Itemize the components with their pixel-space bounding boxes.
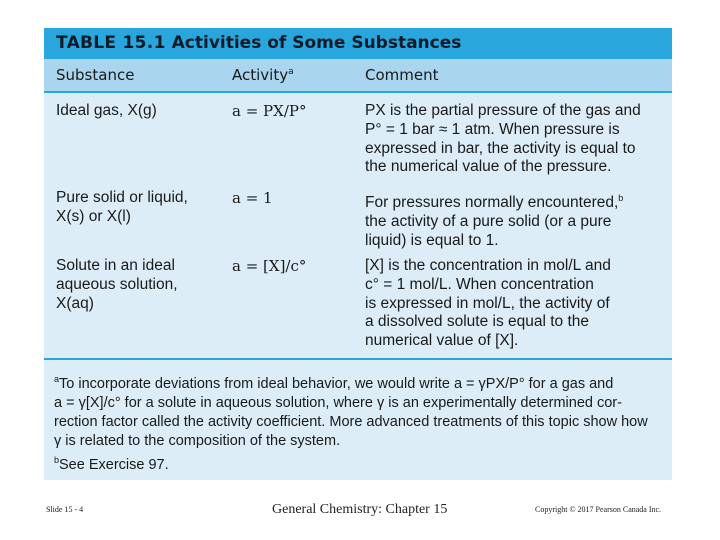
table-row-1-substance: Ideal gas, X(g) [56, 102, 157, 119]
table-number: TABLE 15.1 [56, 33, 166, 53]
table-row-2-substance: Pure solid or liquid, X(s) or X(l) [56, 189, 188, 225]
table-row-1-activity: a = PX/P° [232, 102, 307, 120]
table-header-row [44, 59, 672, 91]
table-row-2-activity: a = 1 [232, 189, 273, 207]
footnote-b-ref: b [618, 193, 624, 203]
footnote-a-line-2: a = γ[X]/c° for a solute in aqueous solution, where γ is an experimentally determined cor- [54, 395, 622, 411]
footnote-a-line-4: γ is related to the composition of the system. [54, 433, 341, 449]
table-row-2-comment: For pressures normally encountered,$^b$ the activity of a pure solid (or a pure liquid) is equal to 1. [365, 193, 624, 249]
table-title-text: Activities of Some Substances [171, 33, 462, 53]
header-comment: Comment [365, 66, 439, 84]
table-row-1-comment: PX is the partial pressure of the gas and P° = 1 bar ≈ 1 atm. When pressure is expressed in bar, the activity is equal to the numerical value of the pressure. [365, 102, 641, 176]
table-footnotes [54, 370, 648, 475]
footnote-b: $^b$See Exercise 97. [54, 455, 169, 473]
footnote-divider [44, 358, 672, 360]
table-title-bar [44, 28, 672, 59]
header-activity: Activity$^a$ [232, 66, 294, 84]
table-title [56, 33, 461, 53]
header-divider [44, 91, 672, 93]
copyright: Copyright © 2017 Pearson Canada Inc. [535, 505, 662, 514]
table-row-3-substance: Solute in an ideal aqueous solution, X(aq) [56, 257, 178, 312]
table-row-3-activity: a = [X]/c° [232, 257, 307, 275]
table-row-3-comment: [X] is the concentration in mol/L and c° = 1 mol/L. When concentration is expressed in mol/L, the activity of a dissolved solute is equal to the numerical value of [X]. [365, 257, 611, 350]
footnote-a: $^a$To incorporate deviations from ideal behavior, we would write a = γPX/P° for a gas and [54, 374, 614, 392]
footnote-a-line-3: rection factor called the activity coefficient. More advanced treatments of this topic show how [54, 414, 648, 430]
slide-number: Slide 15 - 4 [46, 505, 84, 514]
activities-table [44, 28, 672, 480]
course-title: General Chemistry: Chapter 15 [272, 502, 448, 517]
header-substance: Substance [56, 66, 135, 84]
